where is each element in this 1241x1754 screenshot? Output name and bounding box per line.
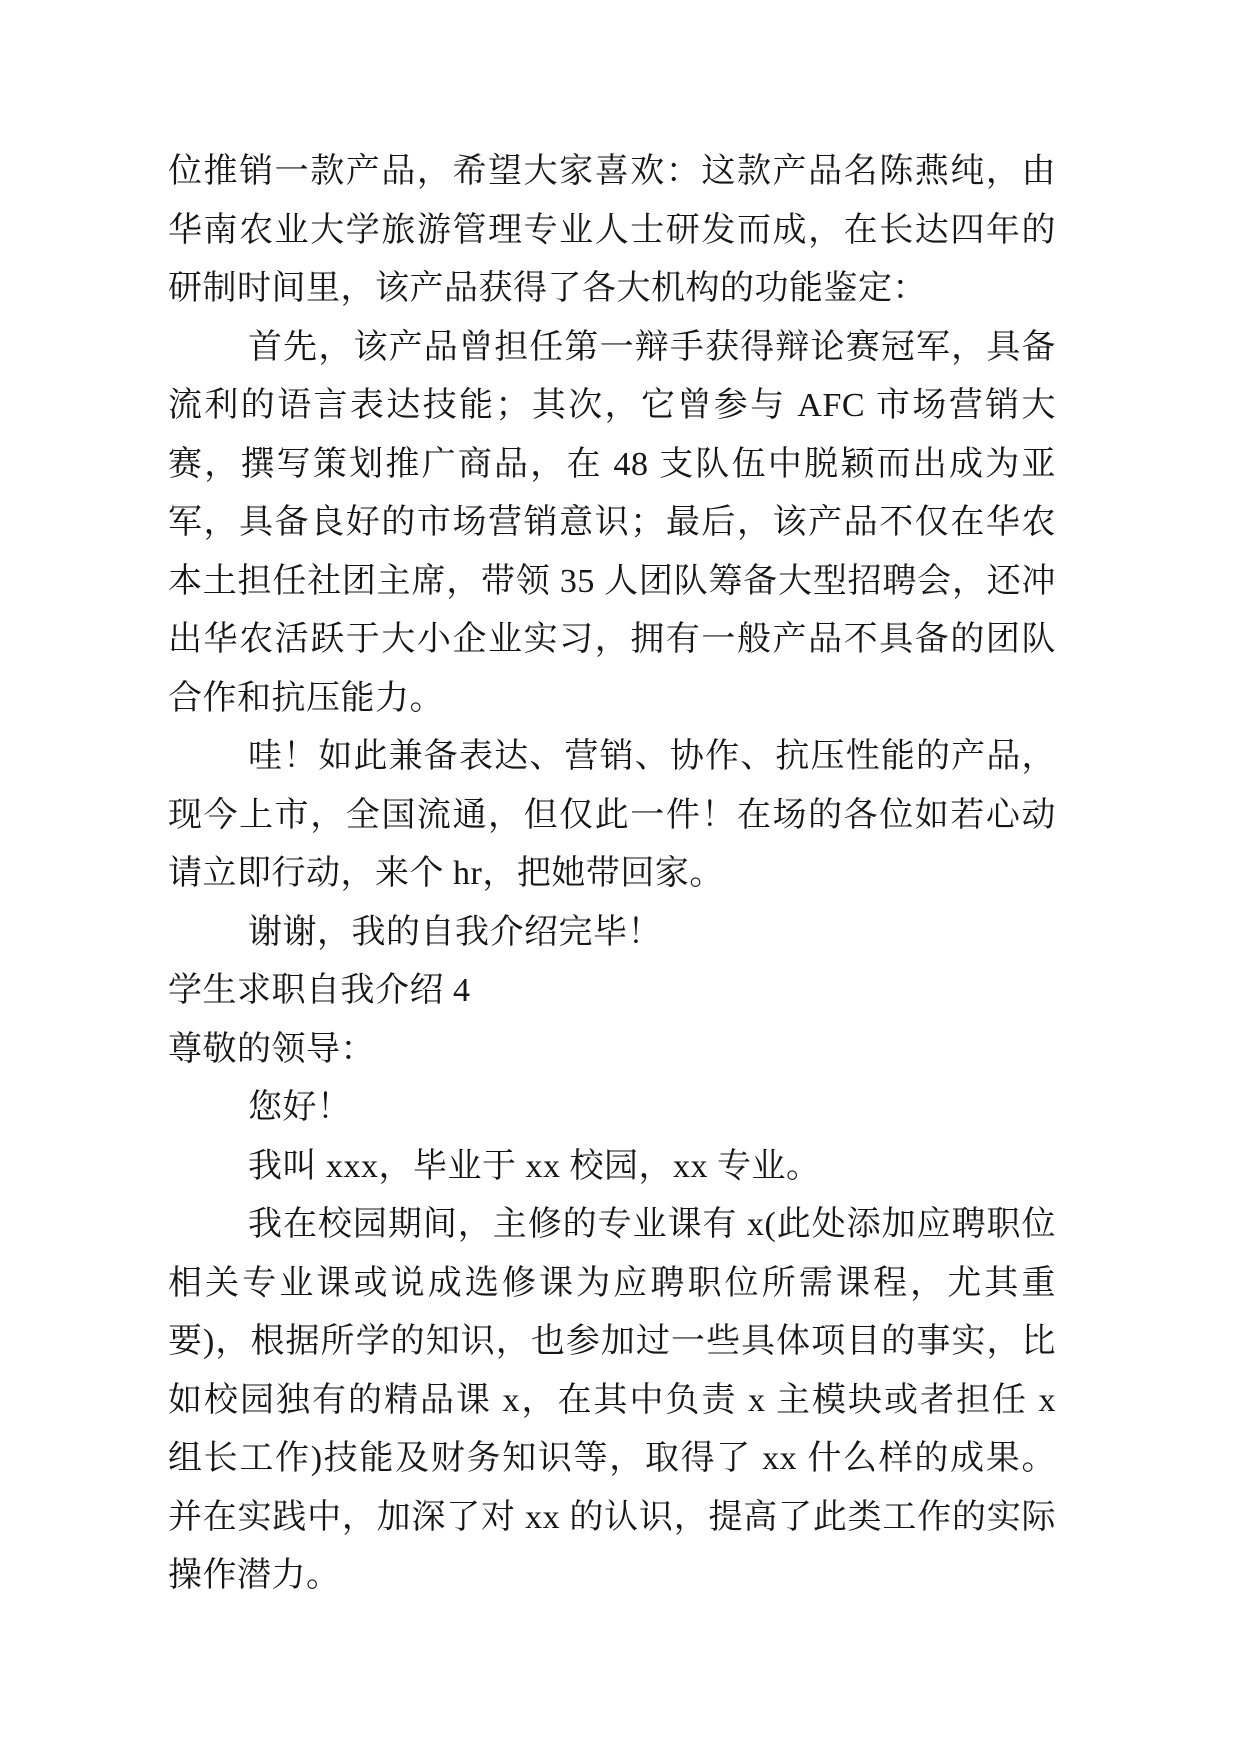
section-heading: 学生求职自我介绍 4 [168, 972, 471, 1009]
paragraph-continuation: 位推销一款产品，希望大家喜欢：这款产品名陈燕纯，由华南农业大学旅游管理专业人士研发而成，在长达四年的研制时间里，该产品获得了各大机构的功能鉴定： [168, 153, 1056, 307]
paragraph-body: 哇！如此兼备表达、营销、协作、抗压性能的产品，现今上市，全国流通，但仅此一件！在场的各位如若心动请立即行动，来个 hr，把她带回家。 [168, 738, 1056, 892]
paragraph-body: 首先，该产品曾担任第一辩手获得辩论赛冠军，具备流利的语言表达技能；其次，它曾参与 AFC 市场营销大赛，撰写策划推广商品，在 48 支队伍中脱颖而出成为亚军，具备良好的市场营销意识；最后，该产品不仅在华农本土担任社团主席，带领 35 人团队筹备大型招聘会，还冲出华农活跃于大小企业实习，拥有一般产品不具备的团队合作和抗压能力。 [168, 328, 1056, 717]
paragraph-closing: 谢谢，我的自我介绍完毕！ [248, 913, 662, 951]
paragraph-body: 我叫 xxx，毕业于 xx 校园，xx 专业。 [248, 1147, 821, 1185]
paragraph-salutation: 尊敬的领导： [168, 1030, 375, 1068]
paragraph-body: 我在校园期间，主修的专业课有 x(此处添加应聘职位相关专业课或说成选修课为应聘职位所需课程，尤其重要)，根据所学的知识，也参加过一些具体项目的事实，比如校园独有的精品课 x，在其中负责 x 主模块或者担任 x 组长工作)技能及财务知识等，取得了 xx 什么样的成果。并在实践中，加深了对 xx 的认识，提高了此类工作的实际操作潜力。 [168, 1206, 1056, 1594]
document-body [168, 143, 1056, 1606]
paragraph-greeting: 您好！ [248, 1089, 352, 1126]
